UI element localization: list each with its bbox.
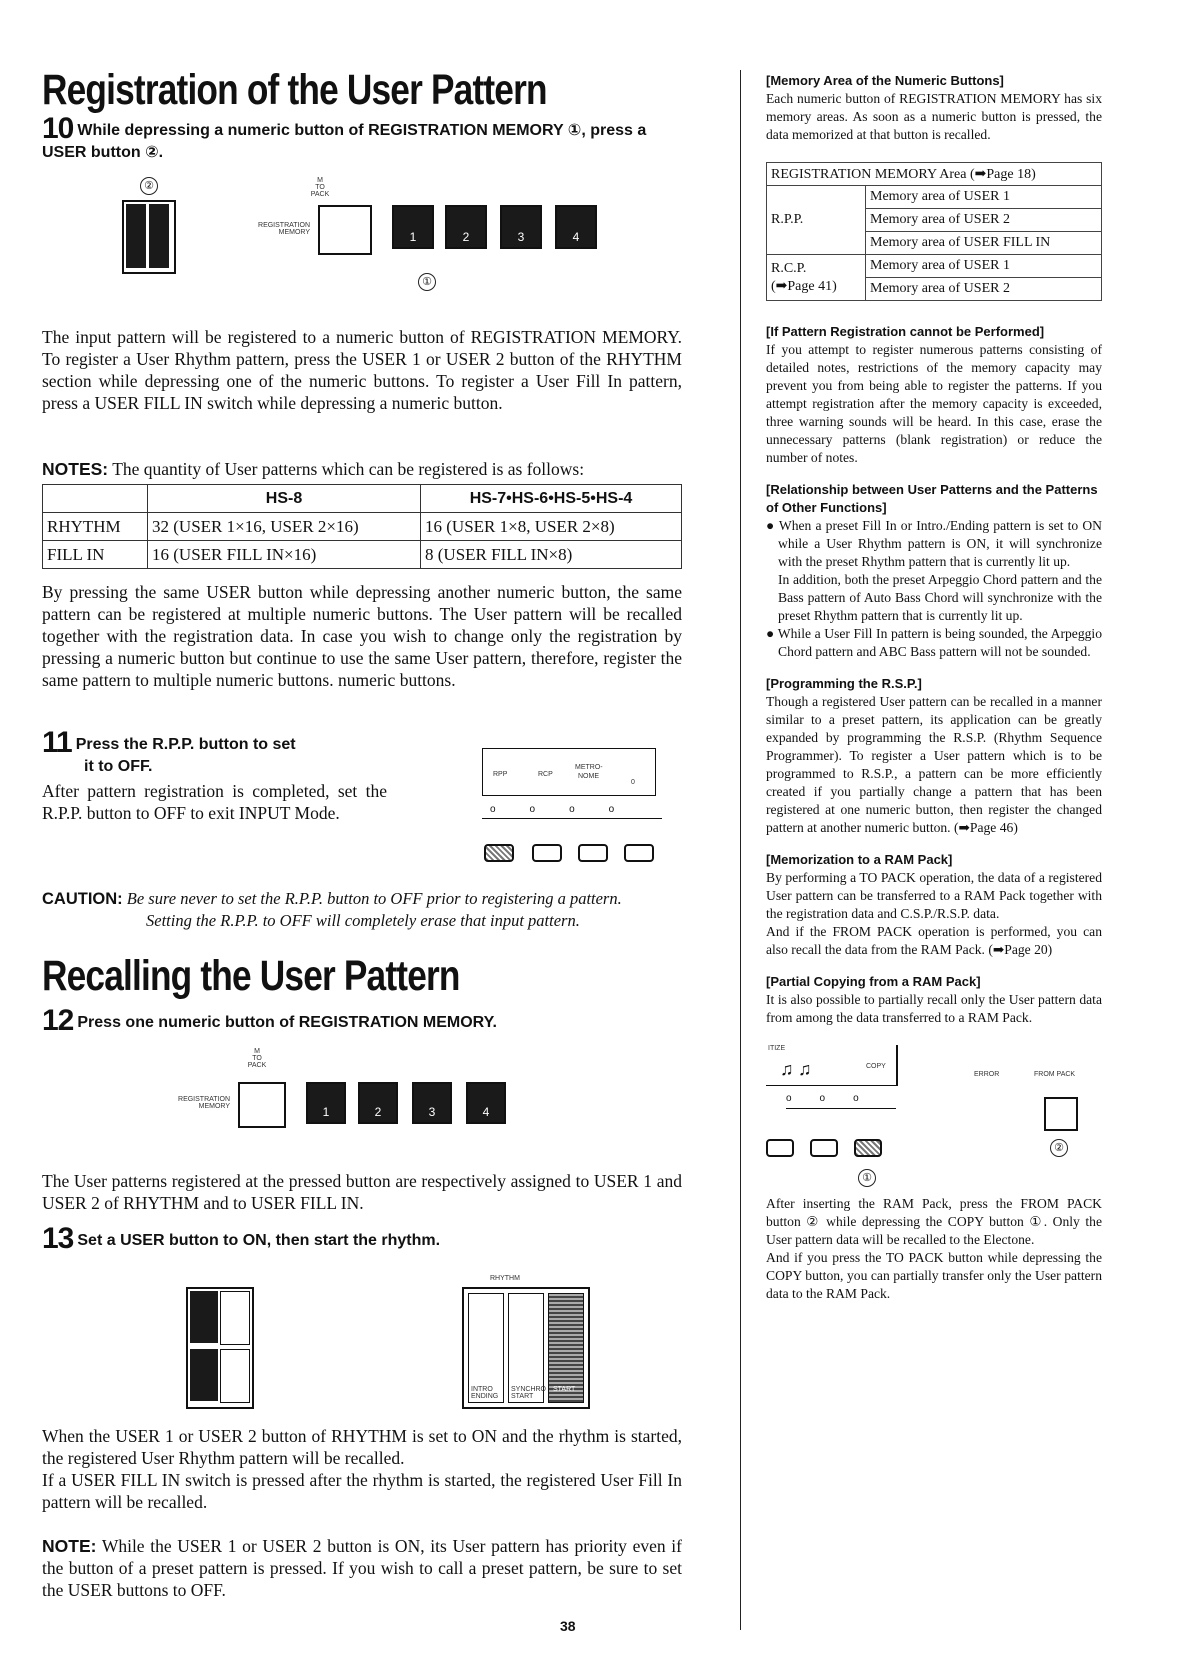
paragraph-user-rhythm-recalled: When the USER 1 or USER 2 button of RHYTHM is set to ON and the rhythm is started, the registered User Rhythm pattern will be recalled.: [42, 1426, 682, 1468]
bullet-item-2: ● While a User Fill In pattern is being sounded, the Arpeggio Chord pattern and ABC Bass pattern will not be sounded.: [766, 626, 1102, 659]
table-header-hs7: HS-7•HS-6•HS-5•HS-4: [421, 485, 682, 513]
notes-text: The quantity of User patterns which can be registered is as follows:: [112, 459, 585, 479]
copy-panel-button-2[interactable]: [810, 1139, 838, 1157]
user-button-panel: [186, 1287, 254, 1409]
step-11: [42, 726, 402, 778]
paragraph-multiple-buttons: By pressing the same USER button while depressing another numeric button, the same pattern can be registered at multiple numeric buttons. The User pattern will be recalled together with the registration data. In case you wish to change only the registration by pressing a numeric button but continue to use the same User pattern, therefore, register the same pattern to multiple numeric buttons. numeric buttons.: [42, 582, 682, 690]
notes-line: [42, 458, 682, 480]
table-header-empty: [43, 485, 148, 513]
synchro-start-button[interactable]: SYNCHRO START: [508, 1293, 544, 1403]
table-row: [767, 255, 1102, 278]
indicator-lamps: ooo: [786, 1093, 896, 1109]
copy-button[interactable]: [854, 1139, 882, 1157]
table-cell: Memory area of USER 2: [866, 209, 1102, 232]
figure-rhythm-buttons: [180, 1275, 620, 1405]
paragraph-cannot-perform: If you attempt to register numerous patterns consisting of detailed notes, restrictions of the memory capacity may prevent you from being able to register the patterns. If you attempt registration after the memory capacity is exceeded, three warning sounds will be heard. In this case, erase the unnecessary patterns (blank registration) or reduce the number of notes.: [766, 342, 1102, 465]
paragraph-to-pack-copy: And if you press the TO PACK button while depressing the COPY button, you can partially transfer only the User pattern data to the RAM Pack.: [766, 1250, 1102, 1301]
step-text: Set a USER button to ON, then start the rhythm.: [77, 1232, 441, 1249]
user-1-button[interactable]: [190, 1291, 218, 1343]
page-title-registration: Registration of the User Pattern: [42, 66, 547, 114]
figure-rpp-panel: [482, 748, 658, 868]
rcp-label: RCP: [538, 771, 553, 778]
to-pack-label: M TO PACK: [310, 177, 330, 198]
table-cell: RHYTHM: [43, 513, 148, 541]
rhythm-control-panel: [462, 1287, 590, 1409]
itize-label: ITIZE: [768, 1045, 786, 1052]
rpp-label-panel: [482, 748, 656, 796]
step-number: 13: [42, 1222, 74, 1255]
numeric-button-4[interactable]: 4: [466, 1082, 506, 1124]
heading-partial-copying: [Partial Copying from a RAM Pack]: [766, 974, 981, 989]
column-divider: [740, 70, 741, 1630]
rcp-cell: R.C.P. (➡Page 41): [767, 255, 866, 301]
right-column: [766, 72, 1102, 1303]
table-cell: 8 (USER FILL IN×8): [421, 541, 682, 569]
numeric-button-2[interactable]: 2: [358, 1082, 398, 1124]
caution-block: [42, 888, 702, 932]
step-number: 11: [42, 726, 72, 759]
paragraph-partial-copying: It is also possible to partially recall only the User pattern data from among the data transferred to a RAM Pack.: [766, 992, 1102, 1025]
m-button[interactable]: [238, 1082, 286, 1128]
metronome-button[interactable]: [578, 844, 608, 862]
paragraph-memory-area: Each numeric button of REGISTRATION MEMORY has six memory areas. As soon as a numeric button is pressed, the data memorized at that button is recalled.: [766, 91, 1102, 142]
copy-label: COPY: [866, 1063, 886, 1070]
bullet-item-1: ● When a preset Fill In or Intro./Ending pattern is set to ON while a User Rhythm pattern is ON, it will synchronize with the preset Rhythm pattern that is currently lit up.: [766, 518, 1102, 569]
table-cell: Memory area of USER 1: [866, 186, 1102, 209]
registration-memory-label: REGISTRATION MEMORY: [178, 1096, 230, 1110]
numeric-button-4[interactable]: 4: [555, 205, 597, 249]
step-10: [42, 112, 682, 164]
callout-2: ②: [140, 177, 158, 195]
caution-line2: Setting the R.P.P. to OFF will completely erase that input pattern.: [146, 911, 580, 930]
copy-label-panel: [766, 1045, 898, 1086]
paragraph-assigned: The User patterns registered at the pressed button are respectively assigned to USER 1 and USER 2 of RHYTHM and to USER FILL IN.: [42, 1171, 682, 1213]
table-cell: Memory area of USER 1: [866, 255, 1102, 278]
step-text: Press the R.P.P. button to set: [75, 736, 296, 753]
user-pattern-quantity-table: [42, 484, 682, 569]
table-cell: 32 (USER 1×16, USER 2×16): [148, 513, 421, 541]
heading-relationship: [Relationship between User Patterns and the Patterns of Other Functions]: [766, 482, 1098, 515]
table-cell: Memory area of USER 2: [866, 278, 1102, 301]
paragraph-fill-in-recalled: If a USER FILL IN switch is pressed after the rhythm is started, the registered User Fill In pattern will be recalled.: [42, 1470, 682, 1512]
note-text: While the USER 1 or USER 2 button is ON, its User pattern has priority even if the button of a preset pattern is pressed. If you wish to call a preset pattern, be sure to set the USER buttons to OFF.: [42, 1536, 682, 1600]
paragraph-programming-rsp: Though a registered User pattern can be recalled in a manner similar to a preset pattern, its application can be greatly expanded by programming the R.S.P. (Rhythm Sequence Programmer). To register a User pattern which is to be programmed to R.S.P., a pattern can be more efficiently created if you partially change a pattern that has been registered at one numeric button, then register the changed pattern at another numeric button. (➡Page 46): [766, 694, 1102, 835]
step-12: [42, 1004, 682, 1037]
figure-registration-memory: [150, 1048, 550, 1138]
note-label: NOTE:: [42, 1536, 97, 1556]
rpp-button[interactable]: [484, 844, 514, 862]
rhythm-label: RHYTHM: [490, 1275, 520, 1282]
table-row: [767, 186, 1102, 209]
indicator-lamps: oooo: [482, 804, 662, 819]
rcp-button[interactable]: [532, 844, 562, 862]
note-block: [42, 1535, 682, 1601]
callout-2: ②: [1050, 1139, 1068, 1157]
caution-line1: Be sure never to set the R.P.P. button to OFF prior to registering a pattern.: [126, 889, 622, 908]
copy-panel-button-1[interactable]: [766, 1139, 794, 1157]
heading-cannot-perform: [If Pattern Registration cannot be Performed]: [766, 324, 1045, 339]
user-button-panel: [122, 200, 176, 274]
user-2-button[interactable]: [149, 204, 169, 268]
step-number: 12: [42, 1004, 74, 1037]
from-pack-button[interactable]: [1044, 1097, 1078, 1131]
callout-1: ①: [418, 273, 436, 291]
heading-memory-area: [Memory Area of the Numeric Buttons]: [766, 73, 1004, 88]
callout-1: ①: [858, 1169, 876, 1187]
metronome-label: METRO-: [575, 764, 603, 771]
numeric-button-1[interactable]: 1: [392, 205, 434, 249]
note-icon: ♫ ♫: [780, 1059, 812, 1079]
paragraph-input-pattern: The input pattern will be registered to a numeric button of REGISTRATION MEMORY. To register a User Rhythm pattern, press the USER 1 or USER 2 button of the RHYTHM section while depressing one of the numeric buttons. To register a User Fill In pattern, press a USER FILL IN switch while depressing a numeric button.: [42, 327, 682, 413]
heading-programming-rsp: [Programming the R.S.P.]: [766, 676, 922, 691]
table-row: [43, 541, 682, 569]
table-cell: 16 (USER FILL IN×16): [148, 541, 421, 569]
numeric-button-2[interactable]: 2: [445, 205, 487, 249]
caution-label: CAUTION:: [42, 890, 123, 908]
table-cell: Memory area of USER FILL IN: [866, 232, 1102, 255]
paragraph-rpp-off: After pattern registration is completed, set the R.P.P. button to OFF to exit INPUT Mode.: [42, 781, 387, 823]
table-header-hs8: HS-8: [148, 485, 421, 513]
paragraph-after-inserting: After inserting the RAM Pack, press the FROM PACK button ② while depressing the COPY button ①. Only the User pattern data will be recalled to the Electone.: [766, 1196, 1102, 1247]
table-cell: FILL IN: [43, 541, 148, 569]
table-cell: 16 (USER 1×8, USER 2×8): [421, 513, 682, 541]
step-text-line2: it to OFF.: [84, 758, 153, 775]
user-2-button[interactable]: [220, 1291, 250, 1345]
figure-user-button-registration: [110, 175, 650, 295]
intro-ending-button[interactable]: INTRO ENDING: [468, 1293, 504, 1403]
m-button[interactable]: [318, 205, 372, 255]
rpp-cell: R.P.P.: [767, 186, 866, 255]
step-text: While depressing a numeric button of REGISTRATION MEMORY ①, press a USER button ②.: [42, 122, 647, 161]
metronome-label-2: NOME: [578, 773, 599, 780]
page-title-recalling: Recalling the User Pattern: [42, 952, 460, 1000]
rpp-label: RPP: [493, 771, 508, 778]
step-13: [42, 1222, 682, 1255]
extra-button[interactable]: [624, 844, 654, 862]
user-1-button[interactable]: [126, 204, 146, 268]
notes-label: NOTES:: [42, 459, 109, 479]
user-fill-in-2-button[interactable]: [220, 1349, 250, 1403]
heading-ram-pack: [Memorization to a RAM Pack]: [766, 852, 953, 867]
zero-label: 0: [631, 779, 635, 786]
numeric-button-1[interactable]: 1: [306, 1082, 346, 1124]
step-number: 10: [42, 112, 74, 145]
registration-memory-label: REGISTRATION MEMORY: [258, 222, 310, 236]
start-button[interactable]: START: [548, 1293, 584, 1403]
numeric-button-3[interactable]: 3: [500, 205, 542, 249]
bullet-item-1-continued: In addition, both the preset Arpeggio Chord pattern and the Bass pattern of Auto Bass Chord will synchronize with the preset Rhythm pattern that is currently lit up.: [778, 572, 1102, 623]
page-number: 38: [560, 1618, 576, 1634]
step-text: Press one numeric button of REGISTRATION MEMORY.: [77, 1014, 497, 1031]
numeric-button-3[interactable]: 3: [412, 1082, 452, 1124]
table-header: REGISTRATION MEMORY Area (➡Page 18): [767, 163, 1102, 186]
to-pack-label: M TO PACK: [247, 1048, 267, 1069]
memory-area-table: [766, 162, 1102, 301]
user-fill-in-1-button[interactable]: [190, 1349, 218, 1401]
paragraph-ram-pack-2: And if the FROM PACK operation is performed, you can also recall the data from the RAM Pack. (➡Page 20): [766, 924, 1102, 957]
figure-copy-from-pack: [766, 1035, 1102, 1195]
error-label: ERROR: [974, 1071, 1000, 1078]
from-pack-label: FROM PACK: [1034, 1071, 1076, 1078]
table-row: [43, 513, 682, 541]
paragraph-ram-pack-1: By performing a TO PACK operation, the data of a registered User pattern can be transferred to a RAM Pack together with the registration data and C.S.P./R.S.P. data.: [766, 870, 1102, 921]
